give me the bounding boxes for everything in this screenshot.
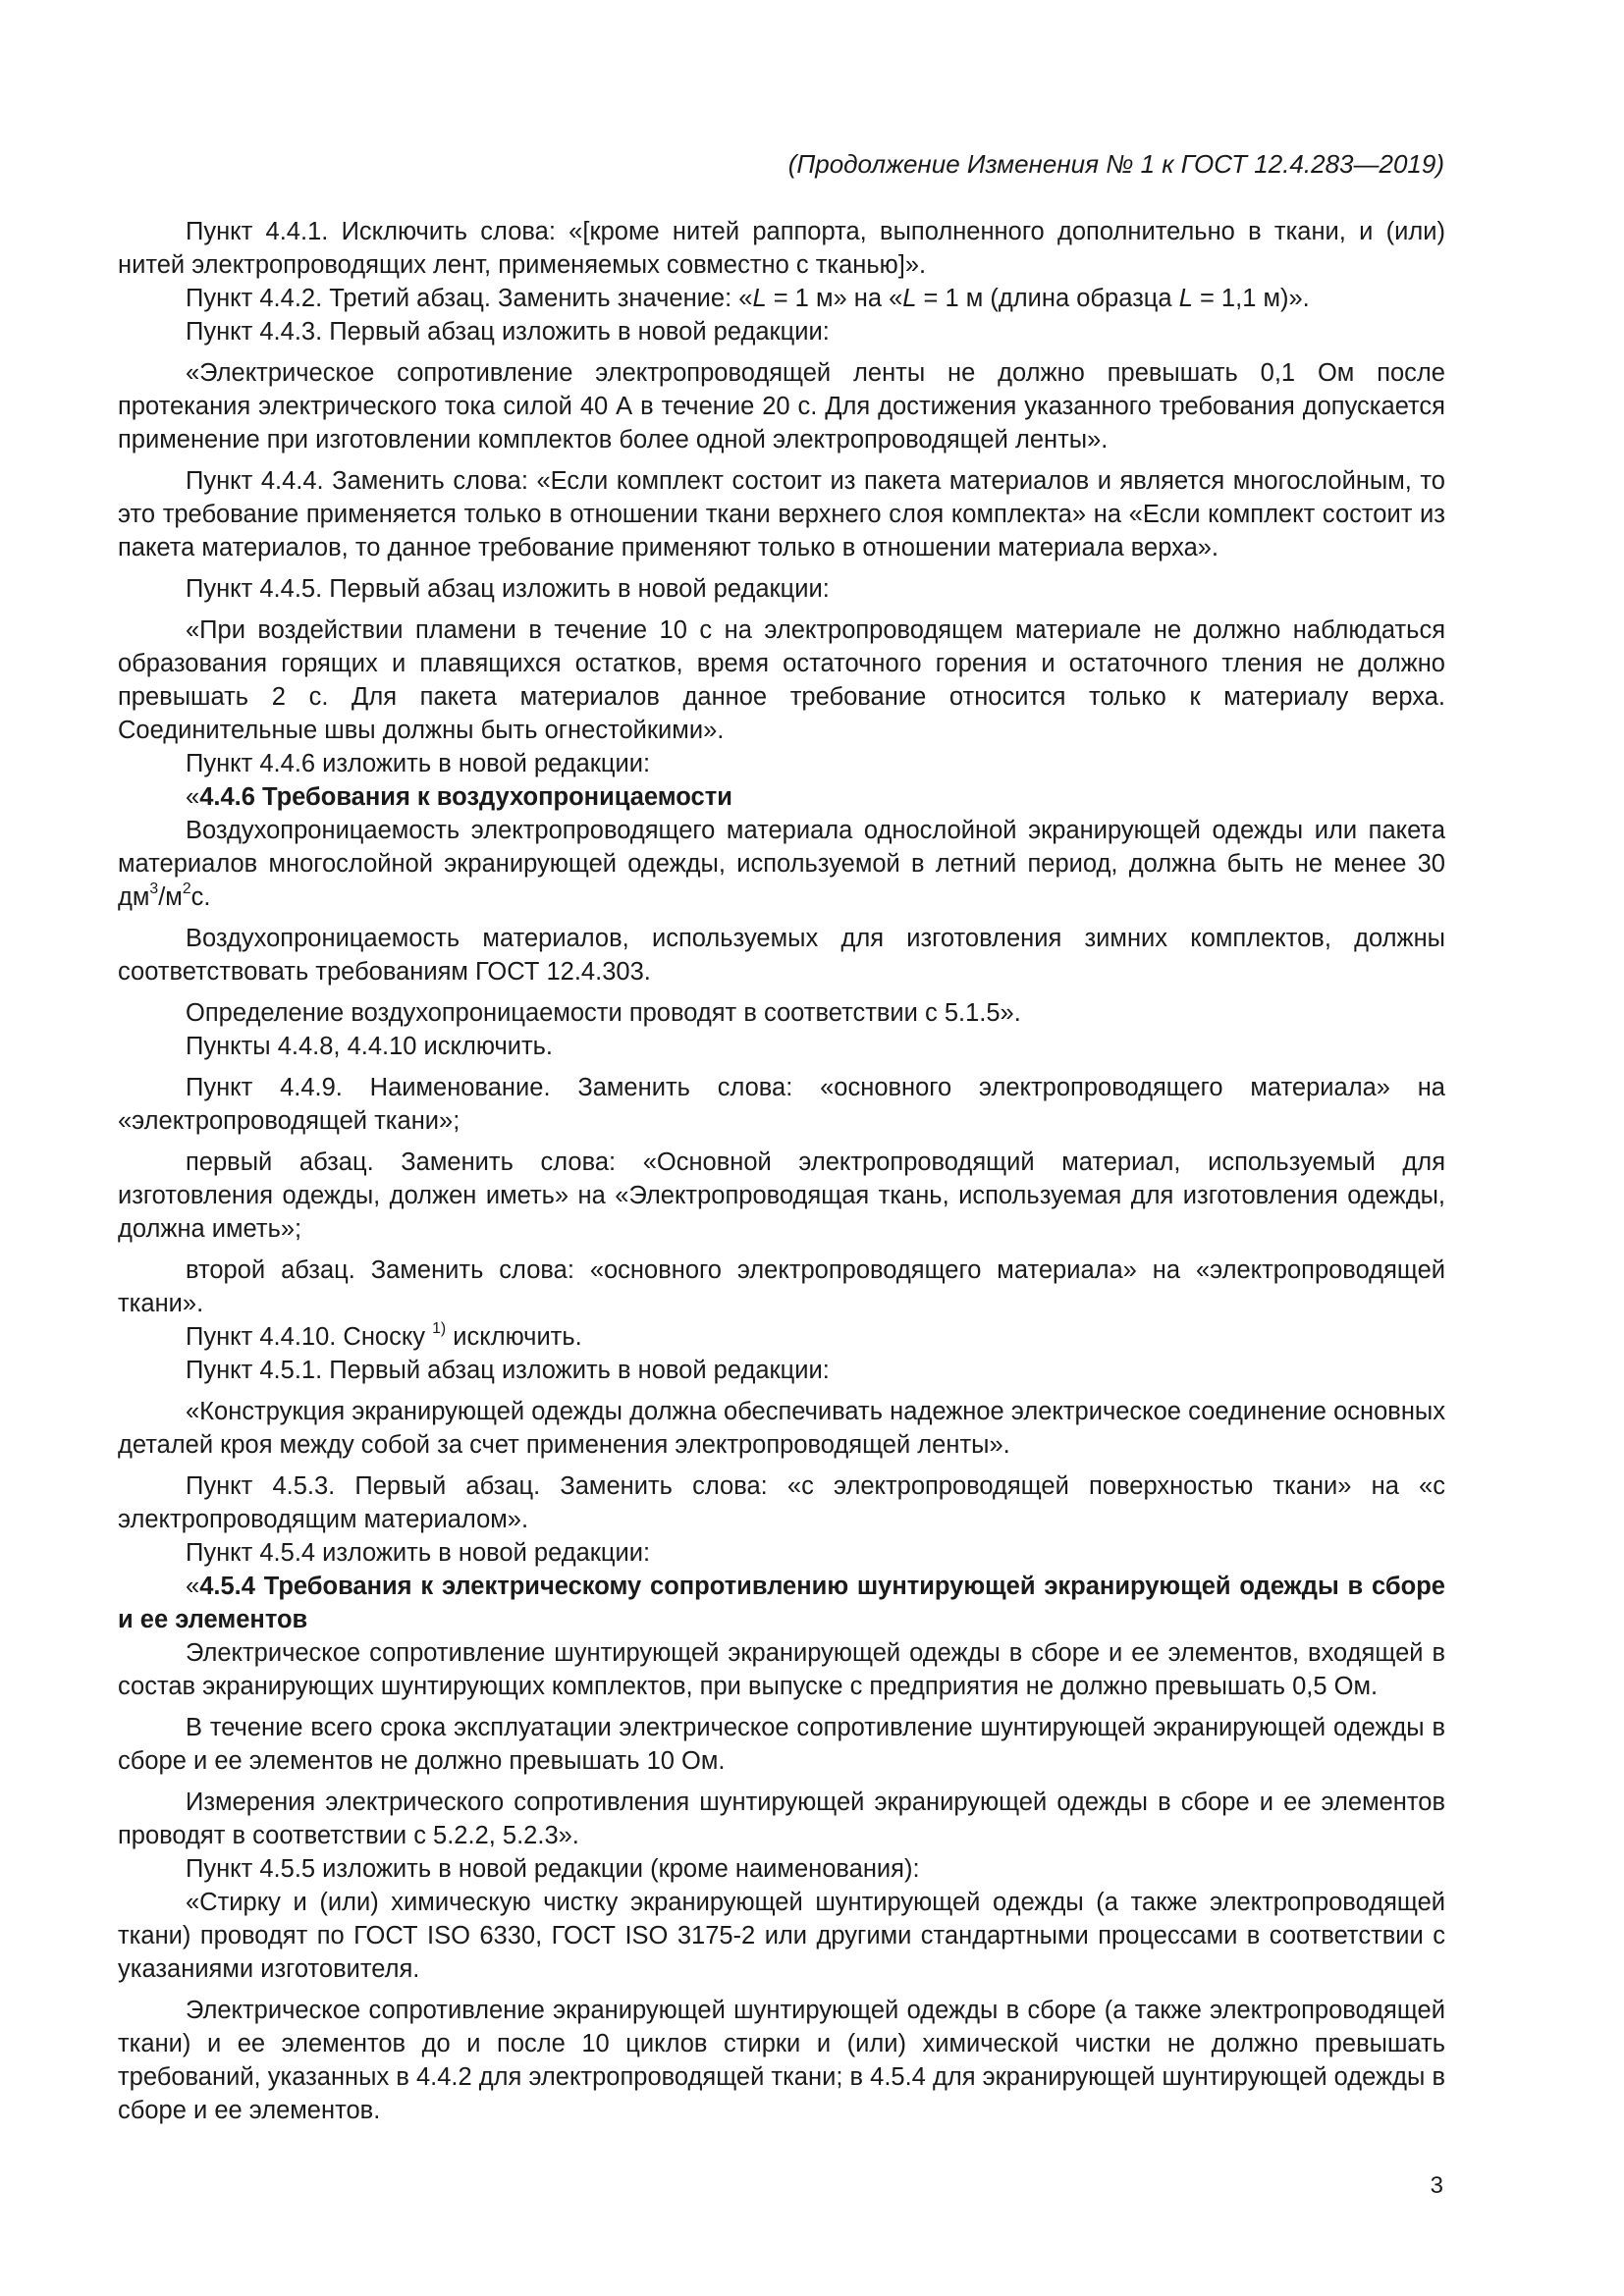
paragraph: Пункт 4.4.4. Заменить слова: «Если комплект состоит из пакета материалов и является многослойным, то это требование применяется только в отношении ткани верхнего слоя комплекта» на «Если комплект состоит из пакета материалов, то данное требование применяют только в отношении материала верха».	[118, 467, 1445, 561]
paragraph: Электрическое сопротивление экранирующей шунтирующей одежды в сборе (а также электропроводящей ткани) и ее элементов до и после 10 циклов стирки и (или) химической чистки не должно превышать требований, указанных в 4.4.2 для электропроводящей ткани; в 4.5.4 для экранирующей шунтирующей одежды в сборе и ее элементов.	[118, 1997, 1445, 2124]
paragraph: Пункт 4.5.4 изложить в новой редакции:	[186, 1539, 651, 1567]
section-heading: «4.5.4 Требования к электрическому сопротивлению шунтирующей экранирующей одежды в сборе и ее элементов	[118, 1573, 1445, 1633]
paragraph: второй абзац. Заменить слова: «основного электропроводящего материала» на «электропроводящей ткани».	[118, 1256, 1445, 1317]
paragraph: Воздухопроницаемость материалов, используемых для изготовления зимних комплектов, должны соответствовать требованиям ГОСТ 12.4.303.	[118, 925, 1445, 986]
paragraph: «Стирку и (или) химическую чистку экранирующей шунтирующей одежды (а также электропроводящей ткани) проводят по ГОСТ ISO 6330, ГОСТ ISO 3175-2 или другими стандартными процессами в соответствии с указаниями изготовителя.	[118, 1889, 1445, 1983]
paragraph: Пункт 4.5.3. Первый абзац. Заменить слова: «с электропроводящей поверхностью ткани» на «с электропроводящим материалом».	[118, 1472, 1445, 1533]
paragraph: Пункт 4.4.3. Первый абзац изложить в новой редакции:	[186, 318, 830, 346]
section-heading: «4.4.6 Требования к воздухопроницаемости	[186, 783, 732, 811]
paragraph: Определение воздухопроницаемости проводят в соответствии с 5.1.5».	[186, 999, 1021, 1027]
paragraph: «Конструкция экранирующей одежды должна обеспечивать надежное электрическое соединение основных деталей кроя между собой за счет применения электропроводящей ленты».	[118, 1398, 1445, 1459]
paragraph: Пункт 4.5.5 изложить в новой редакции (кроме наименования):	[186, 1855, 920, 1883]
paragraph: В течение всего срока эксплуатации электрическое сопротивление шунтирующей экранирующей одежды в сборе и ее элементов не должно превышать 10 Ом.	[118, 1714, 1445, 1775]
paragraph: Измерения электрического сопротивления шунтирующей экранирующей одежды в сборе и ее элементов проводят в соответствии с 5.2.2, 5.2.3».	[118, 1789, 1445, 1849]
page-number: 3	[1430, 2172, 1443, 2199]
paragraph: Пункт 4.5.1. Первый абзац изложить в новой редакции:	[186, 1357, 830, 1384]
paragraph: Пункт 4.4.5. Первый абзац изложить в новой редакции:	[186, 575, 830, 603]
paragraph: первый абзац. Заменить слова: «Основной электропроводящий материал, используемый для изготовления одежды, должен иметь» на «Электропроводящая ткань, используемая для изготовления одежды, должна иметь»;	[118, 1148, 1445, 1243]
continuation-header: (Продолжение Изменения № 1 к ГОСТ 12.4.283—2019)	[787, 149, 1444, 179]
paragraph: Электрическое сопротивление шунтирующей экранирующей одежды в сборе и ее элементов, входящей в состав экранирующих шунтирующих комплектов, при выпуске с предприятия не должно превышать 0,5 Ом.	[118, 1639, 1445, 1700]
document-body	[118, 215, 1445, 2127]
paragraph: Пункт 4.4.6 изложить в новой редакции:	[186, 750, 651, 777]
paragraph: Пункты 4.4.8, 4.4.10 исключить.	[186, 1033, 554, 1060]
paragraph: Пункт 4.4.1. Исключить слова: «[кроме нитей раппорта, выполненного дополнительно в ткани, и (или) нитей электропроводящих лент, применяемых совместно с тканью]».	[118, 218, 1445, 279]
paragraph: «При воздействии пламени в течение 10 с на электропроводящем материале не должно наблюдаться образования горящих и плавящихся остатков, время остаточного горения и остаточного тления не должно превышать 2 с. Для пакета материалов данное требование относится только к материалу верха. Соединительные швы должны быть огнестойкими».	[118, 616, 1445, 744]
paragraph: Пункт 4.4.2. Третий абзац. Заменить значение: «L = 1 м» на «L = 1 м (длина образца L = 1,1 м)».	[186, 285, 1310, 312]
paragraph: Воздухопроницаемость электропроводящего материала однослойной экранирующей одежды или пакета материалов многослойной экранирующей одежды, используемой в летний период, должна быть не менее 30 $дм^3/м^2с$.	[118, 817, 1445, 911]
paragraph: Пункт 4.4.10. Сноску $^{1)}$ исключить.	[186, 1320, 582, 1351]
paragraph: «Электрическое сопротивление электропроводящей ленты не должно превышать 0,1 Ом после протекания электрического тока силой 40 А в течение 20 с. Для достижения указанного требования допускается применение при изготовлении комплектов более одной электропроводящей ленты».	[118, 359, 1445, 454]
paragraph: Пункт 4.4.9. Наименование. Заменить слова: «основного электропроводящего материала» на «электропроводящей ткани»;	[118, 1074, 1445, 1135]
